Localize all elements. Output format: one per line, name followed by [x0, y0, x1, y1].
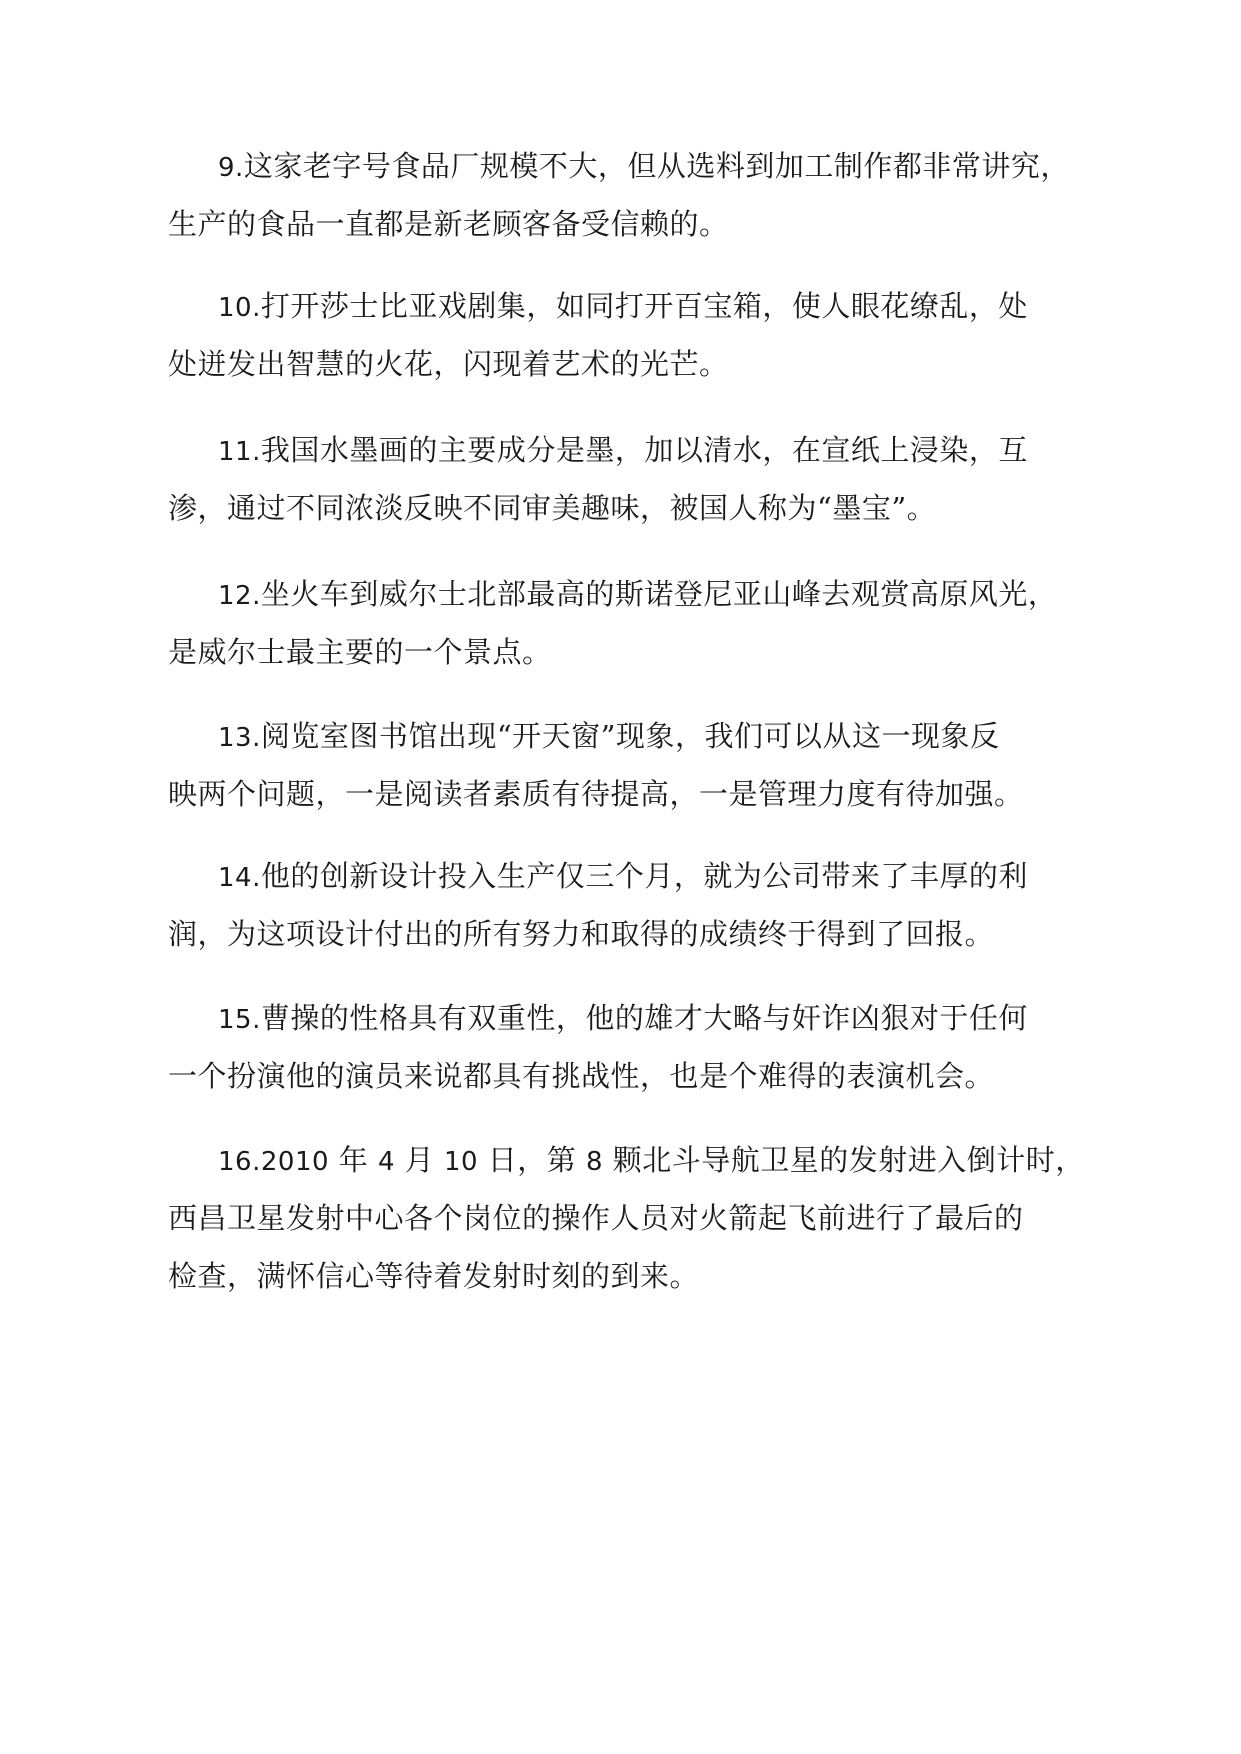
item-16-text-3: 检查，满怀信心等待着发射时刻的到来。	[168, 1259, 700, 1293]
item-9-text-2: 生产的食品一直都是新老顾客备受信赖的。	[168, 207, 729, 241]
item-16-day: 10	[443, 1147, 479, 1177]
item-11-text-2: 渗，通过不同浓淡反映不同审美趣味，被国人称为“墨宝”。	[168, 491, 937, 525]
item-16-text-c: 日，第	[478, 1143, 586, 1177]
item-12-line-1	[218, 576, 1057, 614]
item-14-text-2: 润，为这项设计付出的所有努力和取得的成绩终于得到了回报。	[168, 917, 995, 951]
item-16-text-a: 年	[329, 1143, 378, 1177]
item-14-line-2	[168, 916, 994, 952]
item-14-number: 14.	[218, 863, 261, 893]
item-11-line-1	[218, 432, 1028, 470]
item-10-line-1	[218, 288, 1028, 326]
item-16-month: 4	[377, 1147, 396, 1177]
item-11-number: 11.	[218, 437, 261, 467]
item-13-text-1: 阅览室图书馆出现“开天窗”现象，我们可以从这一现象反	[260, 719, 1000, 753]
item-16-year: 2010	[260, 1147, 330, 1177]
item-13-text-2: 映两个问题，一是阅读者素质有待提高，一是管理力度有待加强。	[168, 777, 1024, 811]
item-16-text-d: 颗北斗导航卫星的发射进入倒计时，	[603, 1143, 1085, 1177]
item-15-text-2: 一个扮演他的演员来说都具有挑战性，也是个难得的表演机会。	[168, 1059, 995, 1093]
item-16-number: 16.	[218, 1147, 261, 1177]
item-13-line-2	[168, 776, 1024, 812]
item-15-number: 15.	[218, 1005, 261, 1035]
item-15-line-1	[218, 1000, 1028, 1038]
item-11-line-2	[168, 490, 936, 526]
item-10-line-2	[168, 346, 729, 382]
item-11-text-1: 我国水墨画的主要成分是墨，加以清水，在宣纸上浸染，互	[260, 433, 1028, 467]
item-10-text-1: 打开莎士比亚戏剧集，如同打开百宝箱，使人眼花缭乱，处	[260, 289, 1028, 323]
item-10-text-2: 处迸发出智慧的火花，闪现着艺术的光芒。	[168, 347, 729, 381]
item-16-text-2: 西昌卫星发射中心各个岗位的操作人员对火箭起飞前进行了最后的	[168, 1201, 1024, 1235]
item-16-satellite-number: 8	[585, 1147, 604, 1177]
item-16-text-b: 月	[395, 1143, 444, 1177]
item-9-text-1: 这家老字号食品厂规模不大，但从选料到加工制作都非常讲究，	[243, 149, 1070, 183]
item-15-text-1: 曹操的性格具有双重性，他的雄才大略与奸诈凶狠对于任何	[260, 1001, 1028, 1035]
item-13-line-1	[218, 718, 1000, 756]
item-15-line-2	[168, 1058, 994, 1094]
item-12-text-2: 是威尔士最主要的一个景点。	[168, 635, 552, 669]
item-13-number: 13.	[218, 723, 261, 753]
item-16-line-2	[168, 1200, 1024, 1236]
item-10-number: 10.	[218, 293, 261, 323]
item-16-line-3	[168, 1258, 699, 1294]
item-12-number: 12.	[218, 581, 261, 611]
item-9-line-1	[218, 148, 1070, 186]
item-12-text-1: 坐火车到威尔士北部最高的斯诺登尼亚山峰去观赏高原风光，	[260, 577, 1058, 611]
item-9-line-2	[168, 206, 729, 242]
item-16-line-1	[218, 1142, 1085, 1180]
item-9-number: 9.	[218, 153, 244, 183]
item-14-text-1: 他的创新设计投入生产仅三个月，就为公司带来了丰厚的利	[260, 859, 1028, 893]
item-14-line-1	[218, 858, 1028, 896]
item-12-line-2	[168, 634, 552, 670]
